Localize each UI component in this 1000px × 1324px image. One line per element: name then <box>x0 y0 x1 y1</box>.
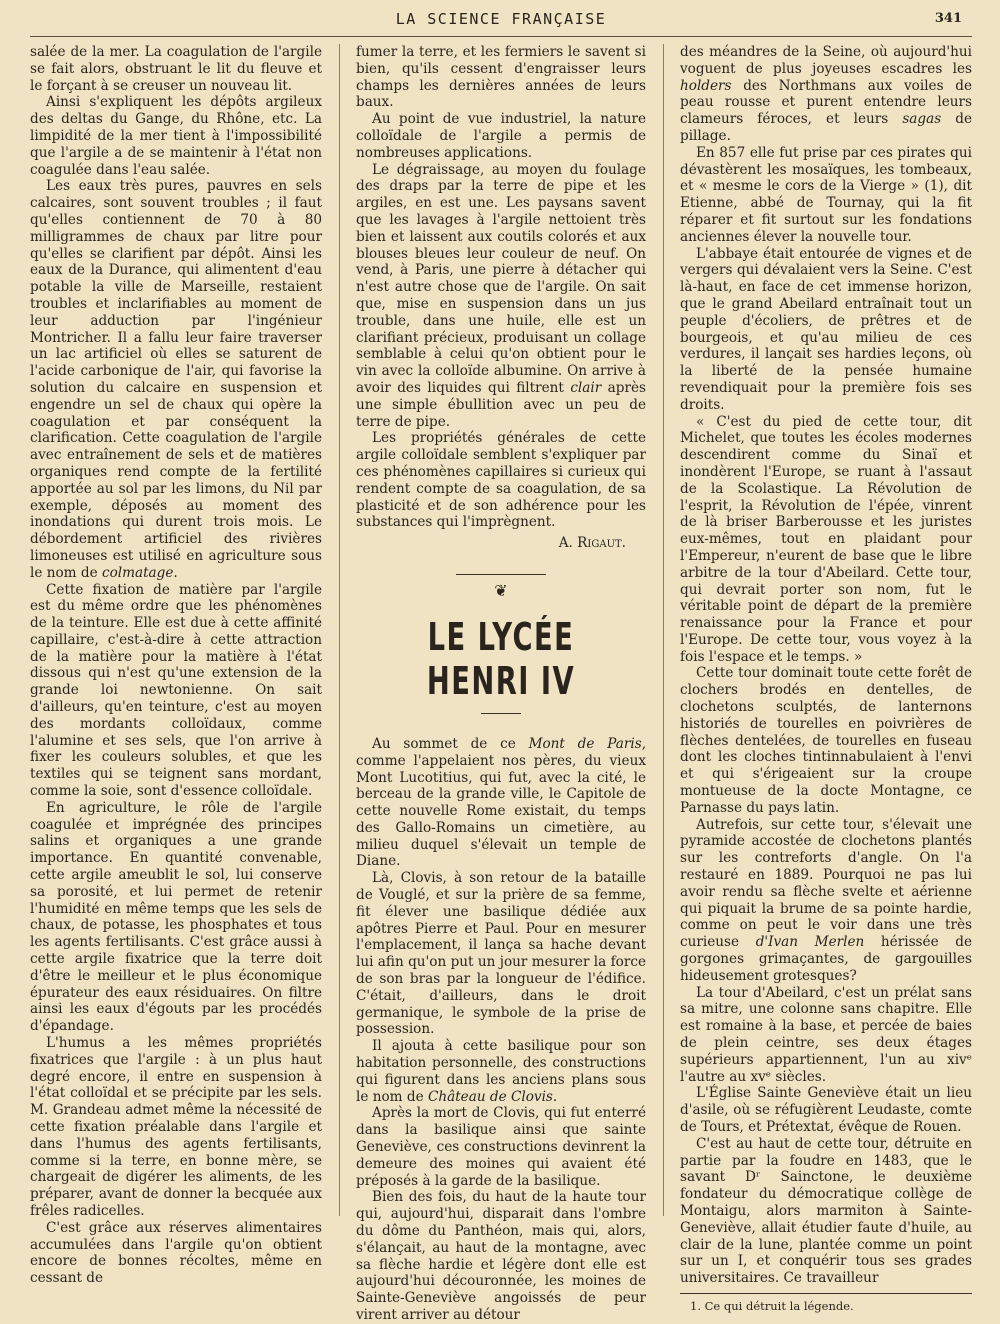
paragraph-text: après une simple ébullition avec un peu de terre de pipe. <box>356 379 646 430</box>
column-rule <box>339 44 340 1216</box>
column-rule <box>663 44 664 1216</box>
punctuation: . <box>173 564 178 581</box>
title-rule <box>481 713 521 714</box>
footnote-rule <box>680 1293 972 1294</box>
paragraph: En 857 elle fut prise par ces pirates qui dévastèrent les mosaïques, les tombeaux, et « mesme le cors de la Vierge » (1), dit Etienne, abbé de Tournay, qui la fit réparer et fit surtout sur les fondations anciennes élever la nouvelle tour. <box>680 144 972 245</box>
journal-title: LA SCIENCE FRANÇAISE <box>395 10 607 28</box>
article-title: LE LYCÉE HENRI IV <box>426 614 576 703</box>
paragraph: « C'est du pied de cette tour, dit Michelet, que toutes les écoles modernes descendirent comme du Sinaï et inondèrent l'Europe, se ruant à l'assaut de la Scolastique. La Révolution de l'esprit, la Révolution de l'épée, vinrent de là briser Barberousse et les juristes eux-mêmes, tout en plaidant pour l'Empereur, n'eurent de base que le libre arbitre de la tour d'Abeilard. Cette tour, qui devrait porter son nom, fut le véritable point de départ de la première renaissance pour la France et pour l'Europe. De cette tour, vous voyez à la fois l'espace et le temps. » <box>680 413 972 665</box>
paragraph-text: Au sommet de ce <box>372 735 516 752</box>
paragraph: Là, Clovis, à son retour de la bataille de Vouglé, et sur la prière de sa femme, fit élever une basilique dédiée aux apôtres Pierre et Paul. Pour en mesurer l'emplacement, il lança sa hache devant lui afin qu'on put un jour mesurer la force de son bras par la longueur de l'édifice. C'était, d'ailleurs, dans le droit germanique, le symbole de la prise de possession. <box>356 870 646 1038</box>
paragraph <box>680 817 972 985</box>
paragraph: L'humus a les mêmes propriétés fixatrices que l'argile : à un plus haut degré encore, il entre en suspension à l'état colloïdal et se précipite par les sels. M. Grandeau admet même la nécessité de cette fixation préalable dans l'argile et dans l'humus des agents fertilisants, comme si la terre, en bonne mère, se chargeait de digérer les aliments, de les préparer, avant de donner la becquée aux frêles radicelles. <box>30 1035 322 1219</box>
paragraph: Les propriétés générales de cette argile colloïdale semblent s'expliquer par ces phénomènes capillaires si curieux qui rendent compte de sa coagulation, de sa plasticité et de son adhérence pour les substances qui l'imprègnent. <box>356 430 646 531</box>
paragraph: Bien des fois, du haut de la haute tour qui, aujourd'hui, disparait dans l'ombre du dôme du Panthéon, mais qui, alors, s'élançait, au haut de la montagne, avec sa flèche hardie et légère dont elle est aujourd'hui découronnée, les moines de Sainte-Geneviève angoissés de peur virent arriver au détour <box>356 1189 646 1323</box>
paragraph <box>356 1038 646 1105</box>
section-separator <box>456 574 546 575</box>
fleuron-ornament: ❦ <box>494 580 508 600</box>
column-middle <box>356 44 647 1323</box>
page-number: 341 <box>934 11 962 26</box>
paragraph-text: Il ajouta à cette basilique pour son habitation personnelle, des constructions qui figurent dans les anciens plans sous le nom de <box>356 1038 646 1105</box>
paragraph <box>680 44 972 145</box>
paragraph-text: des Northmans aux voiles de peau rousse et purent entendre leurs clameurs féroces, et leurs <box>680 77 972 128</box>
paragraph-text: de pillage. <box>680 111 972 144</box>
paragraph: Après la mort de Clovis, qui fut enterré dans la basilique ainsi que sainte Geneviève, ces constructions devinrent la demeure des moines qui avaient été préposés à la garde de la basilique. <box>356 1105 646 1189</box>
paragraph-text: des méandres de la Seine, où aujourd'hui voguent de plus joyeuses escadres les <box>680 44 972 77</box>
paragraph: L'Église Sainte Geneviève était un lieu d'asile, où se réfugièrent Leudaste, comte de Tours, et Prétextat, évêque de Rouen. <box>680 1085 972 1135</box>
paragraph <box>30 178 322 581</box>
paragraph: Ainsi s'expliquent les dépôts argileux des deltas du Gange, du Rhône, etc. La limpidité de la mer tient à l'impossibilité que l'argile a de se maintenir à l'état non coagulée dans l'eau salée. <box>30 94 322 178</box>
italic-term: holders <box>680 77 732 94</box>
paragraph: Cette fixation de matière par l'argile est du même ordre que les phénomènes de la teinture. Elle est due à cette affinité capillaire, c'est-à-dire à cette attraction de la matière pour la matière à l'état dissous qui n'est qu'une extension de la grande loi newtonienne. On sait d'ailleurs, qu'en teinture, c'est au moyen des mordants colloïdaux, comme l'alumine et ses sels, que l'on arrive à fixer les couleurs solubles, et que les textiles qui se teignent sans mordant, comme la soie, sont d'essence colloïdale. <box>30 581 322 800</box>
italic-term: Mont de Paris <box>528 735 642 752</box>
running-header <box>30 8 972 37</box>
author-signature: A. Rigaut. <box>558 535 626 552</box>
paragraph: Au point de vue industriel, la nature colloïdale de l'argile a permis de nombreuses applications. <box>356 111 646 161</box>
italic-term: d'Ivan Merlen <box>755 934 865 951</box>
paragraph: salée de la mer. La coagulation de l'argile se fait alors, obstruant le lit du fleuve et le forçant à se creuser un nouveau lit. <box>30 44 322 94</box>
column-left <box>30 44 322 1287</box>
paragraph-text: Les eaux très pures, pauvres en sels calcaires, sont souvent troubles ; il faut qu'elles contiennent de 70 à 80 milligrammes de chaux par litre pour qu'elles se clarifient par dépôt. Ainsi les eaux de la Durance, qui alimentent d'eau potable la ville de Marseille, restaient troubles et inclarifiables au moment de leur adduction par l'ingénieur Montricher. Il a fallu leur faire traverser un lac artificiel où elles se saturent de l'acide carbonique de l'air, qui favorise la solution du calcaire en suspension et engendre un sel de chaux qui opère la coagulation et par conséquent la clarification. Cette coagulation de l'argile avec entraînement de sels et de matières organiques rend compte de la fertilité apportée au sol par les limons, du Nil par exemple, déposés au moment des inondations qui durent trois mois. Le débordement artificiel des rivières limoneuses est utilisé en agriculture sous le nom de <box>30 178 322 581</box>
paragraph: Cette tour dominait toute cette forêt de clochers brodés en dentelles, de clochetons sculptés, de lanternons historiés de tourelles en poivrières de flèches dentelées, de tourelles en fuseau dont les cloches tintinnabulaient à l'envi et qui s'érigeaient sur la croupe montueuse de la docte Montagne, ce Parnasse du pays latin. <box>680 665 972 816</box>
punctuation: . <box>552 1088 558 1105</box>
italic-term: clair <box>570 379 602 396</box>
paragraph-text: hérissée de gorgones grimaçantes, de gargouilles hideusement grotesques? <box>680 934 972 984</box>
footnote: 1. Ce qui détruit la légende. <box>690 1298 854 1313</box>
paragraph: fumer la terre, et les fermiers le savent si bien, qu'ils cessent d'engraisser leurs champs les dernières années de leurs baux. <box>356 44 646 111</box>
paragraph: C'est grâce aux réserves alimentaires accumulées dans l'argile qu'on obtient encore de bonnes récoltes, même en cessant de <box>30 1219 322 1287</box>
italic-term: sagas <box>902 111 942 128</box>
column-right <box>680 44 972 1313</box>
paragraph-text: Le dégraissage, au moyen du foulage des draps par la terre de pipe et les argiles, en est une. Les paysans savent que les lavages à l'argile nettoient très bien et laissent aux coutils colorés et aux blouses bleues leur couleur de neuf. On vend, à Paris, une pierre à détacher qui n'est autre chose que de l'argile. On sait que, mise en suspension dans un jus trouble, dans une huile, elle est un clarifiant précieux, produisant un collage semblable à celui qu'on obtient pour le vin avec la colloïde albumine. On arrive à avoir des liquides qui filtrent <box>356 161 646 396</box>
paragraph <box>356 736 646 870</box>
italic-term: Château de Clovis <box>427 1088 553 1105</box>
paragraph <box>356 162 646 431</box>
italic-term: colmatage <box>101 564 174 581</box>
paragraph: L'abbaye était entourée de vignes et de vergers qui dévalaient vers la Seine. C'est là-haut, en face de cet immense horizon, que le grand Abeilard entraînait tout un peuple d'écoliers, de prêtres et de bourgeois, et qu'au milieu de ces verdures, il lançait ses hardies leçons, où la liberté de la pensée humaine revendiquait pour la première fois ses droits. <box>680 245 972 413</box>
paragraph-text: Autrefois, sur cette tour, s'élevait une pyramide accostée de clochetons plantés sur les contreforts d'angle. On l'a restauré en 1889. Pourquoi ne pas lui avoir rendu sa flèche svelte et aérienne qui piquait la brume de sa pointe hardie, comme on peut le voir dans une très curieuse <box>680 816 972 951</box>
paragraph: En agriculture, le rôle de l'argile coagulée et imprégnée des principes salins et organiques a une grande importance. En quantité convenable, cette argile ameublit le sol, lui conserve sa porosité, et lui permet de retenir l'humidité en même temps que les sels de chaux, de potasse, les phosphates et tous les agents fertilisants. C'est grâce aussi à cette argile fixatrice que la terre doit d'être le meilleur et le plus économique épurateur des eaux résiduaires. On filtre ainsi les eaux d'égouts par les procédés d'épandage. <box>30 799 322 1035</box>
paragraph-text: , comme l'appelaient nos pères, du vieux Mont Lucotitius, qui fut, avec la cité, le berceau de la grande ville, le Capitole de cette nouvelle Rome existait, du temps des Gallo-Romains un cimetière, au milieu duquel s'élevait un temple de Diane. <box>356 735 647 870</box>
paragraph: C'est au haut de cette tour, détruite en partie par la foudre en 1483, que le savant Dʳ Sainctone, le deuxième fondateur du démocratique collège de Montaigu, alors marmiton à Sainte-Geneviève, allait étudier faute d'huile, au clair de la lune, plantée comme un point sur un I, et conquérir tous ses grades universitaires. Ce travailleur <box>680 1135 972 1287</box>
paragraph: La tour d'Abeilard, c'est un prélat sans sa mitre, une colonne sans chapitre. Elle est romaine à la base, et percée de baies de plein ceintre, ses deux étages supérieurs appartiennent, l'un au xivᵉ l'autre au xvᵉ siècles. <box>680 984 972 1085</box>
